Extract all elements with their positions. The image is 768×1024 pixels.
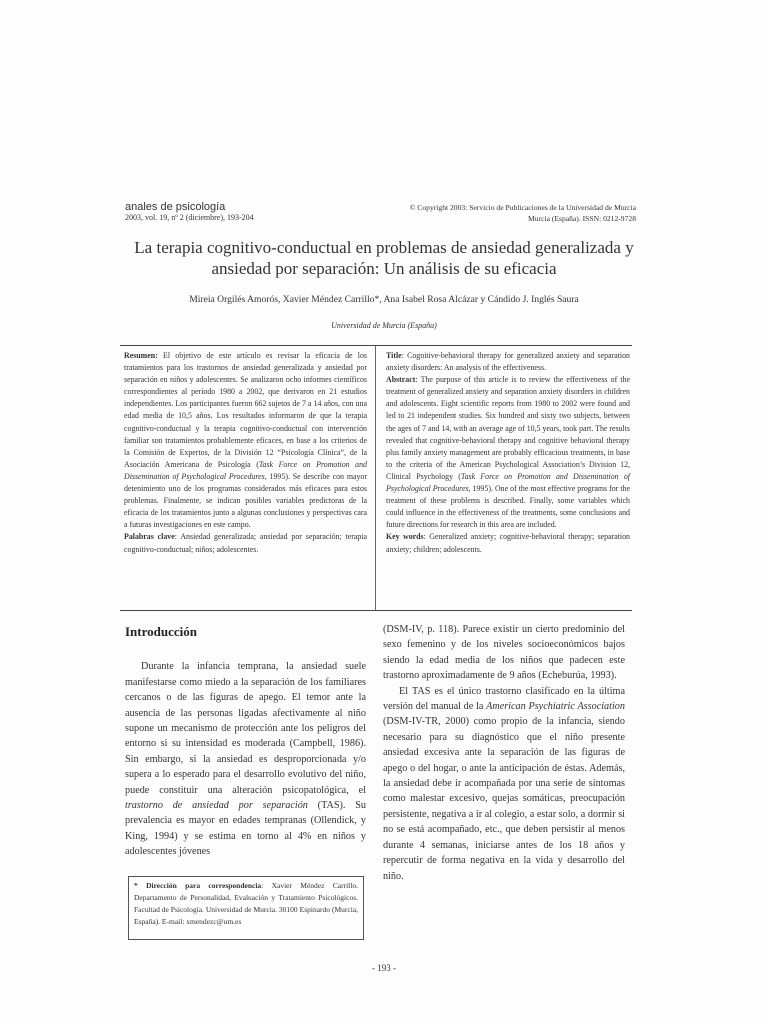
correspondence-label: * Dirección para correspondencia bbox=[134, 881, 262, 890]
body-column-right bbox=[383, 622, 625, 884]
abstract-en-italic: Task Force on Promotion and Dissemination of Psychological Procedures bbox=[386, 471, 630, 494]
abstract-divider bbox=[375, 346, 376, 610]
abstract-es-text: El objetivo de este artículo es revisar la eficacia de los tratamientos para los trastornos de ansiedad generalizada y ansiedad por separación en niños y adolescentes. Se analizaron ocho informes científicos correspondientes al período 1980 a 2002, que derivaron en 21 estudios independientes. Los participantes fueron 662 sujetos de 7 a 14 años, con una edad media de 10,5 años. Los resultados informaron de que la terapia cognitivo-conductual y la terapia cognitivo-conductual con intervención familiar son tratamientos probablemente eficaces, en base a los criterios de la Comisión de Expertos, de la División 12 “Psicología Clínica”, de la Asociación Americana de Psicología ( bbox=[124, 351, 367, 469]
volume-info: 2003, vol. 19, nº 2 (diciembre), 193-204 bbox=[125, 213, 254, 222]
title-en-label: Title bbox=[386, 351, 402, 360]
title-en: : Cognitive-behavioral therapy for generalized anxiety and separation anxiety disorders: An analysis of the effectiveness. bbox=[386, 351, 630, 373]
body-italic: American Psychiatric Association bbox=[486, 701, 625, 713]
body-text: El TAS es el único trastorno clasificado en la última versión del manual de la bbox=[383, 685, 625, 713]
abstract-box bbox=[120, 345, 632, 611]
article-affiliation: Universidad de Murcia (España) bbox=[331, 321, 437, 330]
body-text: (DSM-IV-TR, 2000) como propio de la infancia, siendo necesario para su diagnóstico que el niño presente ansiedad excesiva ante la separación de las figuras de apego o del hogar, o ante la anticipación de éstas. Además, la ansiedad debe ir acompañada por una serie de síntomas como malestar excesivo, quejas somáticas, preocupación persistente, negativa a ir al colegio, a estar solo, a dormir si no se está acompañado, etc., que deben persistir al menos durante 4 semanas, iniciarse antes de los 18 años y repercutir de forma negativa en la vida y desarrollo del niño. bbox=[383, 716, 625, 882]
page-number: - 193 - bbox=[372, 963, 396, 973]
journal-name: anales de psicología bbox=[125, 201, 226, 213]
keywords-en-label: Key words bbox=[386, 532, 424, 542]
body-paragraph bbox=[383, 684, 625, 884]
abstract-en-text: : The purpose of this article is to review the effectiveness of the treatment of generalized anxiety and separation anxiety disorders in children and adolescents. Eight scientific reports from 1980 to 2002 were found and led to 21 independent studies. Six hundred and sixty two subjects, between the ages of 7 and 14, with an average age of 10,5 years, took part. The results revealed that cognitive-behavioral therapy and cognitive behavioral therapy plus family anxiety management are probably efficacious treatments, in base to the criteria of the American Psychological Association’s Division 12, Clinical Psychology ( bbox=[386, 375, 630, 481]
copyright-line-2: Murcia (España). ISSN: 0212-9728 bbox=[528, 214, 636, 223]
correspondence-box bbox=[128, 876, 364, 940]
abstract-es-italic: Task Force on Promotion and Dissemination of Psychological Procedures bbox=[124, 459, 368, 481]
section-heading-introduction: Introducción bbox=[125, 624, 197, 639]
keywords-es-label: Palabras clave bbox=[124, 532, 175, 542]
copyright-notice bbox=[378, 202, 636, 224]
abstract-spanish bbox=[124, 350, 367, 556]
body-text: Durante la infancia temprana, la ansiedad suele manifestarse como miedo a la separación de los familiares cercanos o de las figuras de apego. El temor ante la ausencia de las personas ligadas afectivamente al niño supone un mecanismo de protección ante los peligros del entorno si su intensidad es moderada (Campbell, 1986). Sin embargo, si la ansiedad es desproporcionada y/o supera a lo esperado para el desarrollo evolutivo del niño, puede constituir una alteración psicopatológica, el bbox=[125, 661, 366, 796]
correspondence-text: : Xavier Méndez Carrillo. Departamento de Personalidad, Evaluación y Tratamiento Psicológicos. Facultad de Psicología. Universidad de Murcia. 30100 Espinardo (Murcia, España). E-mail: xmendezc@um.es bbox=[134, 881, 358, 926]
copyright-line-1: © Copyright 2003: Servicio de Publicaciones de la Universidad de Murcia bbox=[409, 203, 636, 212]
abstract-en-text-2: , 1995). One of the most effective programs for the treatment of these problems is described. Finally, some variables which could influence in the effectiveness of the treatments, some conclusions and future directions for research in this area are included. bbox=[386, 484, 630, 530]
keywords-es: : Ansiedad generalizada; ansiedad por separación; terapia cognitivo-conductual; niños; adolescentes. bbox=[124, 532, 367, 554]
body-paragraph: (DSM-IV, p. 118). Parece existir un cierto predominio del sexo femenino y de los niveles socioeconómicos bajos siendo la edad media de los niños que padecen este trastorno aproximadamente de 9 años (Echeburúa, 1993). bbox=[383, 624, 625, 682]
body-text: (TAS). Su prevalencia es mayor en edades tempranas (Ollendick, y King, 1994) y se estima en torno al 4% en niños y adolescentes jóvenes bbox=[125, 800, 366, 858]
article-title: La terapia cognitivo-conductual en problemas de ansiedad generalizada y ansiedad por separación: Un análisis de su eficacia bbox=[134, 238, 634, 278]
body-paragraph bbox=[125, 659, 366, 859]
keywords-en: : Generalized anxiety; cognitive-behavioral therapy; separation anxiety; children; adolescents. bbox=[386, 532, 630, 554]
article-authors: Mireia Orgilés Amorós, Xavier Méndez Carrillo*, Ana Isabel Rosa Alcázar y Cándido J. Inglés Saura bbox=[189, 294, 579, 305]
abstract-es-text-2: , 1995). Se describe con mayor detenimiento uno de los programas considerados más eficaces para estos problemas. Finalmente, se indican posibles variables predictoras de la eficacia de los tratamientos junto a algunas conclusiones y perspectivas cara a futuras investigaciones en este campo. bbox=[124, 471, 367, 530]
abstract-es-label: Resumen: bbox=[124, 351, 158, 360]
body-italic: trastorno de ansiedad por separación bbox=[125, 800, 308, 812]
body-column-left bbox=[125, 622, 366, 860]
abstract-en-label: Abstract bbox=[386, 375, 416, 385]
abstract-english bbox=[386, 350, 630, 556]
